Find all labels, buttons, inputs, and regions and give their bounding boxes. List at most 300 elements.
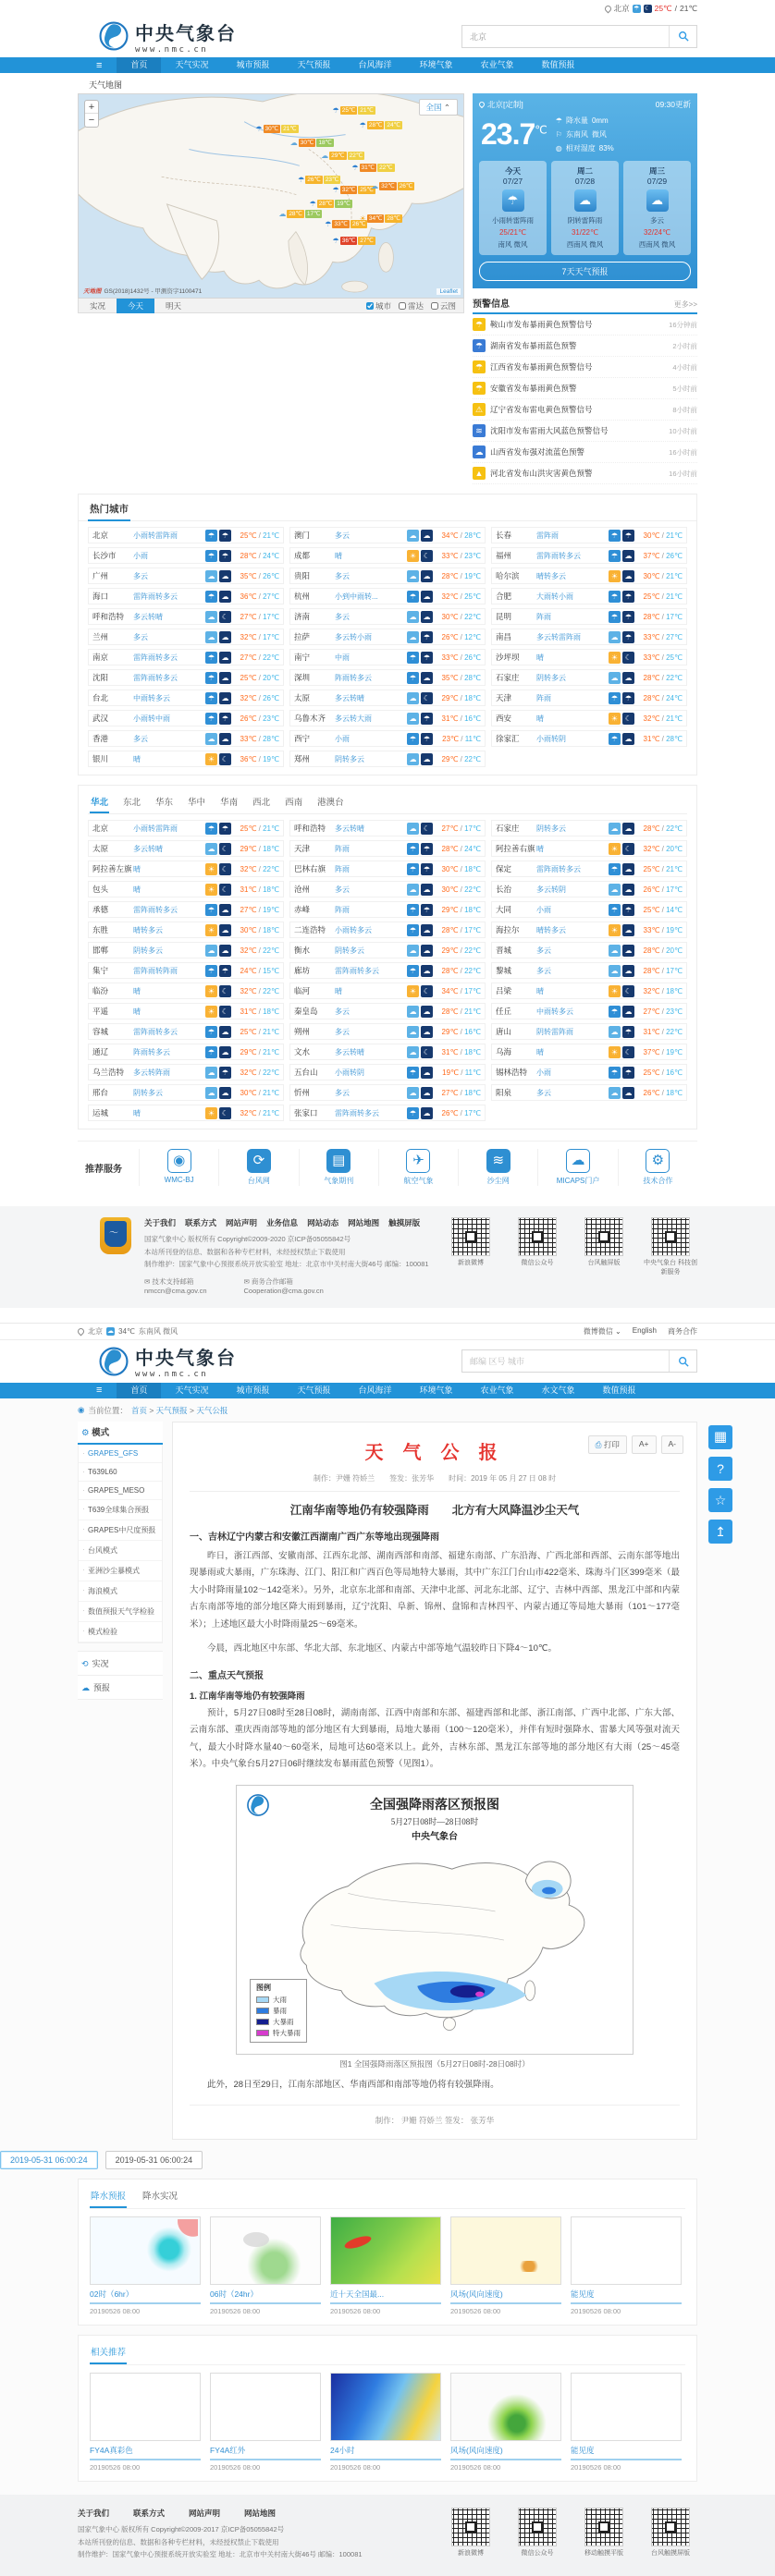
location-pin-icon: [77, 1326, 86, 1336]
high-temp: 28℃: [441, 1007, 459, 1016]
day-weather-icon: ☁: [407, 692, 419, 704]
model-list: [78, 1445, 163, 1643]
weather-desc: 多云转晴: [335, 1047, 364, 1056]
city-weather-cell[interactable]: [289, 881, 486, 897]
weather-desc: 晴: [133, 1108, 141, 1117]
city-weather-cell[interactable]: [289, 629, 486, 645]
layer-label: 云图: [439, 300, 456, 311]
nav-item-7[interactable]: 农业气象: [480, 1385, 514, 1395]
day-weather-icon: ☀: [205, 985, 217, 997]
qrcode-button[interactable]: ▦: [708, 1425, 732, 1449]
region-tab-东北[interactable]: 东北: [123, 798, 141, 808]
day-weather-icon: ☂: [205, 692, 217, 704]
city-weather-cell[interactable]: [88, 751, 284, 767]
layer-toggle-云图[interactable]: [431, 300, 456, 311]
chip-low-temp: 22℃: [349, 152, 363, 159]
city-weather-cell[interactable]: [88, 1064, 284, 1080]
topbar-link-2[interactable]: English: [632, 1325, 657, 1335]
city-weather-cell[interactable]: [491, 547, 687, 564]
city-weather-cell[interactable]: [289, 547, 486, 564]
city-weather-cell[interactable]: [289, 1044, 486, 1060]
thumbnail-item[interactable]: [90, 2373, 201, 2472]
topbar-link-3[interactable]: 商务合作: [668, 1326, 697, 1336]
city-weather-cell[interactable]: [289, 1023, 486, 1040]
sidebar-item-GRAPES中尺度预报[interactable]: · GRAPES中尺度预报: [79, 1520, 162, 1541]
map-station-chip[interactable]: [371, 182, 414, 190]
city-weather-cell[interactable]: [491, 942, 687, 958]
nav-item-9[interactable]: 数值预报: [602, 1385, 636, 1395]
city-weather-cell[interactable]: [88, 1003, 284, 1019]
low-temp: 21℃: [263, 1088, 279, 1097]
current-temperature: 23.7℃: [481, 117, 547, 151]
high-temp: 30℃: [441, 885, 459, 894]
city-weather-cell[interactable]: [88, 588, 284, 604]
region-tab-华南[interactable]: 华南: [220, 798, 239, 808]
help-button[interactable]: ?: [708, 1457, 732, 1481]
font-increase-button[interactable]: A+: [632, 1435, 657, 1454]
city-weather-cell[interactable]: [88, 820, 284, 836]
day-weather-icon: ☁: [407, 1026, 419, 1038]
layer-toggle-城市[interactable]: [366, 300, 391, 311]
high-temp: 32℃: [643, 844, 660, 853]
search-button[interactable]: [669, 26, 696, 47]
thumbnail-item[interactable]: [571, 2216, 682, 2315]
low-temp: 23℃: [464, 551, 481, 560]
footer-link[interactable]: 联系方式: [133, 2509, 166, 2519]
warning-item[interactable]: [473, 399, 697, 421]
footer-link[interactable]: 网站地图: [244, 2509, 277, 2519]
temp-separator: /: [659, 653, 667, 662]
service-wmc[interactable]: [139, 1149, 218, 1186]
sidebar-item-GRAPES_GFS[interactable]: · GRAPES_GFS: [79, 1445, 162, 1463]
warnings-more-link[interactable]: 更多>>: [673, 300, 697, 309]
map-station-chip[interactable]: [310, 200, 352, 208]
sidebar-item-T639全球集合预报[interactable]: · T639全球集合预报: [79, 1500, 162, 1520]
nav-item-8[interactable]: 数值预报: [541, 60, 575, 69]
night-weather-icon: ☁: [421, 965, 433, 977]
warning-item[interactable]: [473, 378, 697, 399]
city-weather-cell[interactable]: [289, 608, 486, 625]
nav-item-7[interactable]: 农业气象: [480, 60, 514, 69]
nav-item-1[interactable]: 首页: [117, 1383, 161, 1398]
map-station-chip[interactable]: [351, 164, 394, 172]
city-weather-cell[interactable]: [491, 527, 687, 543]
sidebar-extra-实况[interactable]: [78, 1652, 163, 1676]
map-region-selector[interactable]: 全国 ⌃: [419, 99, 459, 116]
city-weather-cell[interactable]: [491, 1003, 687, 1019]
weather-desc: 雷阵雨转多云: [536, 551, 581, 560]
map-station-chip[interactable]: [298, 176, 340, 184]
city-temps: [231, 967, 279, 975]
footer-link[interactable]: 业务信息: [266, 1218, 299, 1227]
qrcode: [644, 2508, 697, 2561]
nav-item-6[interactable]: 环境气象: [419, 60, 453, 69]
search-input[interactable]: [462, 31, 669, 41]
nav-item-2[interactable]: 天气实况: [175, 60, 209, 69]
site-logo[interactable]: [98, 18, 237, 55]
city-name: 忻州: [294, 1088, 311, 1097]
city-weather-cell[interactable]: [491, 983, 687, 999]
temp-separator: /: [256, 1007, 264, 1016]
weather-desc: 晴: [536, 986, 544, 995]
map-tab-实况[interactable]: 实况: [90, 300, 106, 311]
nav-item-4[interactable]: 天气预报: [297, 60, 331, 69]
thumbnail-item[interactable]: [210, 2373, 321, 2472]
layer-checkbox[interactable]: [431, 302, 438, 310]
city-weather-cell[interactable]: [289, 840, 486, 857]
sidebar-item-海浪模式[interactable]: · 海浪模式: [79, 1581, 162, 1602]
city-weather-cell[interactable]: [491, 962, 687, 979]
stat-label: 相对湿度: [565, 144, 596, 153]
topbar-link-1[interactable]: 微博微信 ⌄: [583, 1326, 621, 1336]
city-weather-cell[interactable]: [88, 983, 284, 999]
layer-checkbox[interactable]: [399, 302, 406, 310]
city-weather-cell[interactable]: [289, 1084, 486, 1101]
city-weather-cell[interactable]: [88, 669, 284, 686]
timestamp-button-2[interactable]: 2019-05-31 06:00:24: [105, 2151, 203, 2169]
city-weather-cell[interactable]: [491, 568, 687, 584]
map-station-chip[interactable]: [360, 214, 402, 223]
region-tab-华东[interactable]: 华东: [155, 798, 174, 808]
city-weather-cell[interactable]: [491, 881, 687, 897]
service-micaps[interactable]: [537, 1149, 617, 1186]
thumbnail-item[interactable]: [450, 2216, 561, 2315]
city-name: 哈尔滨: [496, 571, 520, 580]
city-weather-cell[interactable]: [88, 547, 284, 564]
city-weather-cell[interactable]: [88, 710, 284, 726]
night-weather-icon: ☁: [421, 611, 433, 623]
layer-toggle-雷达[interactable]: [399, 300, 424, 311]
night-weather-icon: ☁: [219, 570, 231, 582]
city-weather-cell[interactable]: [289, 730, 486, 747]
map-station-chip[interactable]: [321, 152, 364, 160]
day-weather-icon: ☂: [205, 904, 217, 916]
city-weather-cell[interactable]: [491, 840, 687, 857]
service-journal[interactable]: [299, 1149, 378, 1186]
thumbnail-item[interactable]: [330, 2216, 441, 2315]
low-temp: 16℃: [666, 1068, 683, 1077]
back-to-top-button[interactable]: ↥: [708, 1520, 732, 1544]
weather-desc: 小雨转雷阵雨: [133, 531, 178, 540]
city-weather-cell[interactable]: [289, 901, 486, 918]
city-weather-cell[interactable]: [88, 690, 284, 706]
night-weather-icon: ☾: [421, 985, 433, 997]
city-name: 海口: [92, 592, 109, 601]
article-headline: 江南华南等地仍有较强降雨 北方有大风降温沙尘天气: [289, 1503, 580, 1517]
city-weather-cell[interactable]: [88, 1105, 284, 1121]
nav-item-5[interactable]: 台风海洋: [358, 60, 392, 69]
sidebar-item-数值预报天气学检验[interactable]: · 数值预报天气学检验: [79, 1602, 162, 1622]
map-station-chip[interactable]: [333, 186, 375, 194]
warning-item[interactable]: [473, 421, 697, 442]
search-input[interactable]: [462, 1357, 669, 1366]
day-weather-icon: ☂: [407, 672, 419, 684]
nav-item-8[interactable]: 水文气象: [541, 1385, 575, 1395]
region-tab-西北[interactable]: 西北: [252, 798, 271, 808]
thumbnail-item[interactable]: [330, 2373, 441, 2472]
region-tab-华中[interactable]: 华中: [188, 798, 206, 808]
city-temps: [433, 613, 481, 621]
city-weather-cell[interactable]: [289, 820, 486, 836]
weather-desc: 雷阵雨转阵雨: [133, 966, 178, 975]
qrcode-image: [518, 2508, 557, 2546]
city-temps: [231, 552, 279, 560]
city-weather-cell[interactable]: [88, 922, 284, 938]
temp-separator: /: [256, 925, 264, 934]
city-weather-cell[interactable]: [491, 730, 687, 747]
city-weather-cell[interactable]: [289, 649, 486, 665]
high-temp: 29℃: [240, 844, 257, 853]
section1-title: 一、吉林辽宁内蒙古和安徽江西湖南广西广东等地出现强降雨: [190, 1532, 439, 1543]
city-weather-cell[interactable]: [289, 983, 486, 999]
panel-location[interactable]: 北京[定制]: [479, 99, 523, 110]
region-tab-西南[interactable]: 西南: [285, 798, 303, 808]
region-tab-港澳台[interactable]: 港澳台: [317, 798, 344, 808]
city-weather-cell[interactable]: [491, 901, 687, 918]
sidebar-item-模式检验[interactable]: · 模式检验: [79, 1622, 162, 1642]
city-temps: [231, 1068, 279, 1077]
high-temp: 25℃: [643, 1068, 660, 1077]
sidebar-item-台风模式[interactable]: · 台风模式: [79, 1541, 162, 1561]
thumbnail-image: [571, 2373, 682, 2441]
city-weather-cell[interactable]: [289, 861, 486, 877]
qrcode: [511, 2508, 564, 2561]
menu-icon[interactable]: ≡: [96, 59, 103, 71]
city-weather-cell[interactable]: [88, 1044, 284, 1060]
thumbnail-time: 20190526 08:00: [571, 2307, 621, 2316]
city-weather-cell[interactable]: [88, 629, 284, 645]
forecast-figure: [190, 1785, 680, 2069]
chip-weather-icon: ☁: [278, 210, 287, 219]
city-weather-cell[interactable]: [491, 1084, 687, 1101]
nav-item-3[interactable]: 城市预报: [236, 1385, 270, 1395]
city-name: 临汾: [92, 986, 109, 995]
qrcode: [444, 1217, 498, 1295]
city-weather-cell[interactable]: [88, 568, 284, 584]
service-typhoon[interactable]: [218, 1149, 298, 1186]
footer-link[interactable]: 网站动态: [307, 1218, 339, 1227]
city-weather-cell[interactable]: [289, 588, 486, 604]
warning-item[interactable]: [473, 314, 697, 336]
warning-item[interactable]: [473, 357, 697, 378]
low-temp: 26℃: [263, 571, 279, 580]
city-weather-cell[interactable]: [289, 1105, 486, 1121]
city-weather-cell[interactable]: [491, 922, 687, 938]
search-button[interactable]: [669, 1350, 696, 1372]
warnings-section: [473, 296, 697, 484]
nav-item-1[interactable]: 首页: [117, 57, 161, 73]
zoom-out-button[interactable]: −: [88, 115, 95, 126]
email-address[interactable]: Cooperation@cma.gov.cn: [243, 1286, 324, 1295]
qrcode: [511, 1217, 564, 1295]
city-weather-cell[interactable]: [289, 690, 486, 706]
sidebar-extra-预报[interactable]: [78, 1676, 163, 1700]
warning-item[interactable]: [473, 463, 697, 484]
city-weather-cell[interactable]: [88, 527, 284, 543]
city-weather-cell[interactable]: [491, 1023, 687, 1040]
weather-desc: 阵雨: [335, 905, 350, 914]
temp-separator: /: [256, 714, 264, 723]
sidebar-item-GRAPES_MESO[interactable]: · GRAPES_MESO: [79, 1482, 162, 1500]
weather-desc: 雷阵雨转多云: [335, 1108, 379, 1117]
thumbnail-item[interactable]: [90, 2216, 201, 2315]
city-weather-cell[interactable]: [491, 861, 687, 877]
city-weather-cell[interactable]: [289, 669, 486, 686]
nav-item-4[interactable]: 天气预报: [297, 1385, 331, 1395]
thumbnail-time: 20190526 08:00: [330, 2307, 381, 2316]
favorite-button[interactable]: ☆: [708, 1488, 732, 1512]
breadcrumb-item-3[interactable]: 天气公报: [196, 1405, 228, 1415]
map-station-chip[interactable]: [360, 121, 402, 129]
day-weather-icon: ☂: [205, 1046, 217, 1058]
city-weather-cell[interactable]: [88, 840, 284, 857]
footer-link[interactable]: 触摸屏版: [388, 1218, 421, 1227]
high-temp: 28℃: [441, 925, 459, 934]
leaflet-badge[interactable]: Leaflet: [437, 288, 461, 295]
nav-item-2[interactable]: 天气实况: [175, 1385, 209, 1395]
service-dust[interactable]: [458, 1149, 537, 1186]
sidebar-item-T639L60[interactable]: · T639L60: [79, 1463, 162, 1482]
timestamp-button-1[interactable]: 2019-05-31 06:00:24: [0, 2151, 98, 2169]
site-logo[interactable]: [98, 1343, 237, 1379]
city-weather-cell[interactable]: [88, 861, 284, 877]
footer-link[interactable]: 关于我们: [78, 2509, 110, 2519]
layer-checkbox[interactable]: [366, 302, 374, 310]
footer-link[interactable]: 关于我们: [144, 1218, 177, 1227]
footer-link[interactable]: 网站声明: [226, 1218, 258, 1227]
map-station-chip[interactable]: [290, 139, 334, 147]
footer-link[interactable]: 网站声明: [189, 2509, 221, 2519]
city-weather-cell[interactable]: [88, 1023, 284, 1040]
city-name: 阿拉善右旗: [496, 844, 535, 853]
thumbnail-item[interactable]: [450, 2373, 561, 2472]
forecast-day-card[interactable]: [623, 161, 691, 255]
city-weather-cell[interactable]: [88, 649, 284, 665]
print-button[interactable]: ⎙ 打印: [588, 1435, 627, 1454]
map-station-chip[interactable]: [278, 210, 322, 218]
service-aviation[interactable]: [378, 1149, 458, 1186]
sidebar-item-亚洲沙尘暴模式[interactable]: · 亚洲沙尘暴模式: [79, 1561, 162, 1581]
chip-weather-icon: ☂: [332, 237, 339, 245]
city-weather-cell[interactable]: [88, 942, 284, 958]
email-address[interactable]: nmccn@cma.gov.cn: [144, 1286, 207, 1295]
topbar-location[interactable]: 北京: [613, 4, 630, 13]
service-tech[interactable]: [618, 1149, 697, 1186]
city-weather-cell[interactable]: [491, 649, 687, 665]
qrcode-label: 台风触摸屏版: [651, 2550, 690, 2558]
city-weather-cell[interactable]: [289, 751, 486, 767]
gallery-tab-降水实况[interactable]: 降水实况: [142, 2191, 178, 2203]
city-weather-cell[interactable]: [88, 962, 284, 979]
breadcrumb-item-2[interactable]: 天气预报: [155, 1405, 188, 1415]
breadcrumb-item-1[interactable]: 首页: [130, 1405, 147, 1415]
weather-map[interactable]: [78, 93, 464, 299]
zoom-in-button[interactable]: +: [85, 101, 98, 114]
night-weather-icon: ☾: [219, 1107, 231, 1119]
map-station-chip[interactable]: [333, 106, 375, 115]
high-temp: 35℃: [240, 571, 257, 580]
city-weather-cell[interactable]: [289, 527, 486, 543]
city-weather-cell[interactable]: [88, 881, 284, 897]
night-weather-icon: ☁: [421, 945, 433, 957]
map-station-chip[interactable]: [255, 125, 298, 133]
thumbnail-label: 06时（24hr）: [210, 2289, 321, 2304]
forecast-day-card[interactable]: [551, 161, 619, 255]
nav-item-5[interactable]: 台风海洋: [358, 1385, 392, 1395]
topbar2-location[interactable]: 北京: [88, 1326, 103, 1336]
low-temp: 21℃: [666, 571, 683, 580]
region-tab-华北[interactable]: 华北: [90, 793, 109, 813]
city-weather-cell[interactable]: [289, 962, 486, 979]
city-weather-cell[interactable]: [88, 608, 284, 625]
city-weather-cell[interactable]: [88, 901, 284, 918]
city-temps: [433, 1028, 481, 1036]
city-weather-cell[interactable]: [491, 608, 687, 625]
city-weather-cell[interactable]: [491, 588, 687, 604]
city-weather-cell[interactable]: [491, 629, 687, 645]
map-tab-明天[interactable]: 明天: [166, 300, 182, 311]
warning-item[interactable]: [473, 336, 697, 357]
thumbnail-time: 20190526 08:00: [450, 2307, 501, 2316]
weather-desc: 多云: [536, 946, 551, 955]
footer-link[interactable]: 联系方式: [185, 1218, 217, 1227]
thumbnail-item[interactable]: [571, 2373, 682, 2472]
map-tab-今天[interactable]: 今天: [117, 299, 154, 313]
chip-low-temp: 19℃: [337, 201, 351, 208]
city-weather-cell[interactable]: [491, 1064, 687, 1080]
city-weather-cell[interactable]: [289, 922, 486, 938]
font-decrease-button[interactable]: A-: [661, 1435, 684, 1454]
footer-link[interactable]: 网站地图: [348, 1218, 380, 1227]
nav-item-6[interactable]: 环境气象: [419, 1385, 453, 1395]
city-weather-cell[interactable]: [88, 730, 284, 747]
city-name: 包头: [92, 885, 109, 894]
thumbnail-item[interactable]: [210, 2216, 321, 2315]
menu-icon[interactable]: ≡: [96, 1385, 103, 1396]
search-box: [461, 1349, 697, 1373]
city-weather-cell[interactable]: [289, 568, 486, 584]
chip-high-temp: 31℃: [361, 164, 375, 171]
city-weather-cell[interactable]: [88, 1084, 284, 1101]
city-weather-cell[interactable]: [491, 1044, 687, 1060]
city-weather-cell[interactable]: [491, 690, 687, 706]
warning-item[interactable]: [473, 442, 697, 463]
city-weather-cell[interactable]: [289, 1003, 486, 1019]
map-station-chip[interactable]: [333, 237, 375, 245]
weather-desc: 阵雨: [536, 612, 551, 621]
weather-desc: 多云: [335, 1007, 350, 1016]
low-temp: 18℃: [464, 905, 481, 914]
sidebar-extra-icon: ⟲: [81, 1658, 89, 1668]
city-weather-cell[interactable]: [289, 942, 486, 958]
night-weather-icon: ☾: [622, 652, 634, 664]
night-weather-icon: ☾: [219, 884, 231, 896]
city-weather-cell[interactable]: [289, 710, 486, 726]
city-weather-cell[interactable]: [491, 820, 687, 836]
chip-high-temp: 25℃: [341, 107, 356, 115]
night-weather-icon: ☾: [219, 1006, 231, 1018]
city-weather-cell[interactable]: [289, 1064, 486, 1080]
city-weather-cell[interactable]: [491, 710, 687, 726]
aviation-icon: ✈: [406, 1149, 430, 1173]
nav-item-3[interactable]: 城市预报: [236, 60, 270, 69]
forecast-day-card[interactable]: [479, 161, 547, 255]
gallery-tab-降水预报[interactable]: 降水预报: [90, 2187, 127, 2208]
seven-day-forecast-button[interactable]: 7天天气预报: [479, 262, 691, 281]
city-temps: [433, 633, 481, 641]
day-weather-icon: ☂: [407, 1067, 419, 1079]
city-weather-cell[interactable]: [491, 669, 687, 686]
